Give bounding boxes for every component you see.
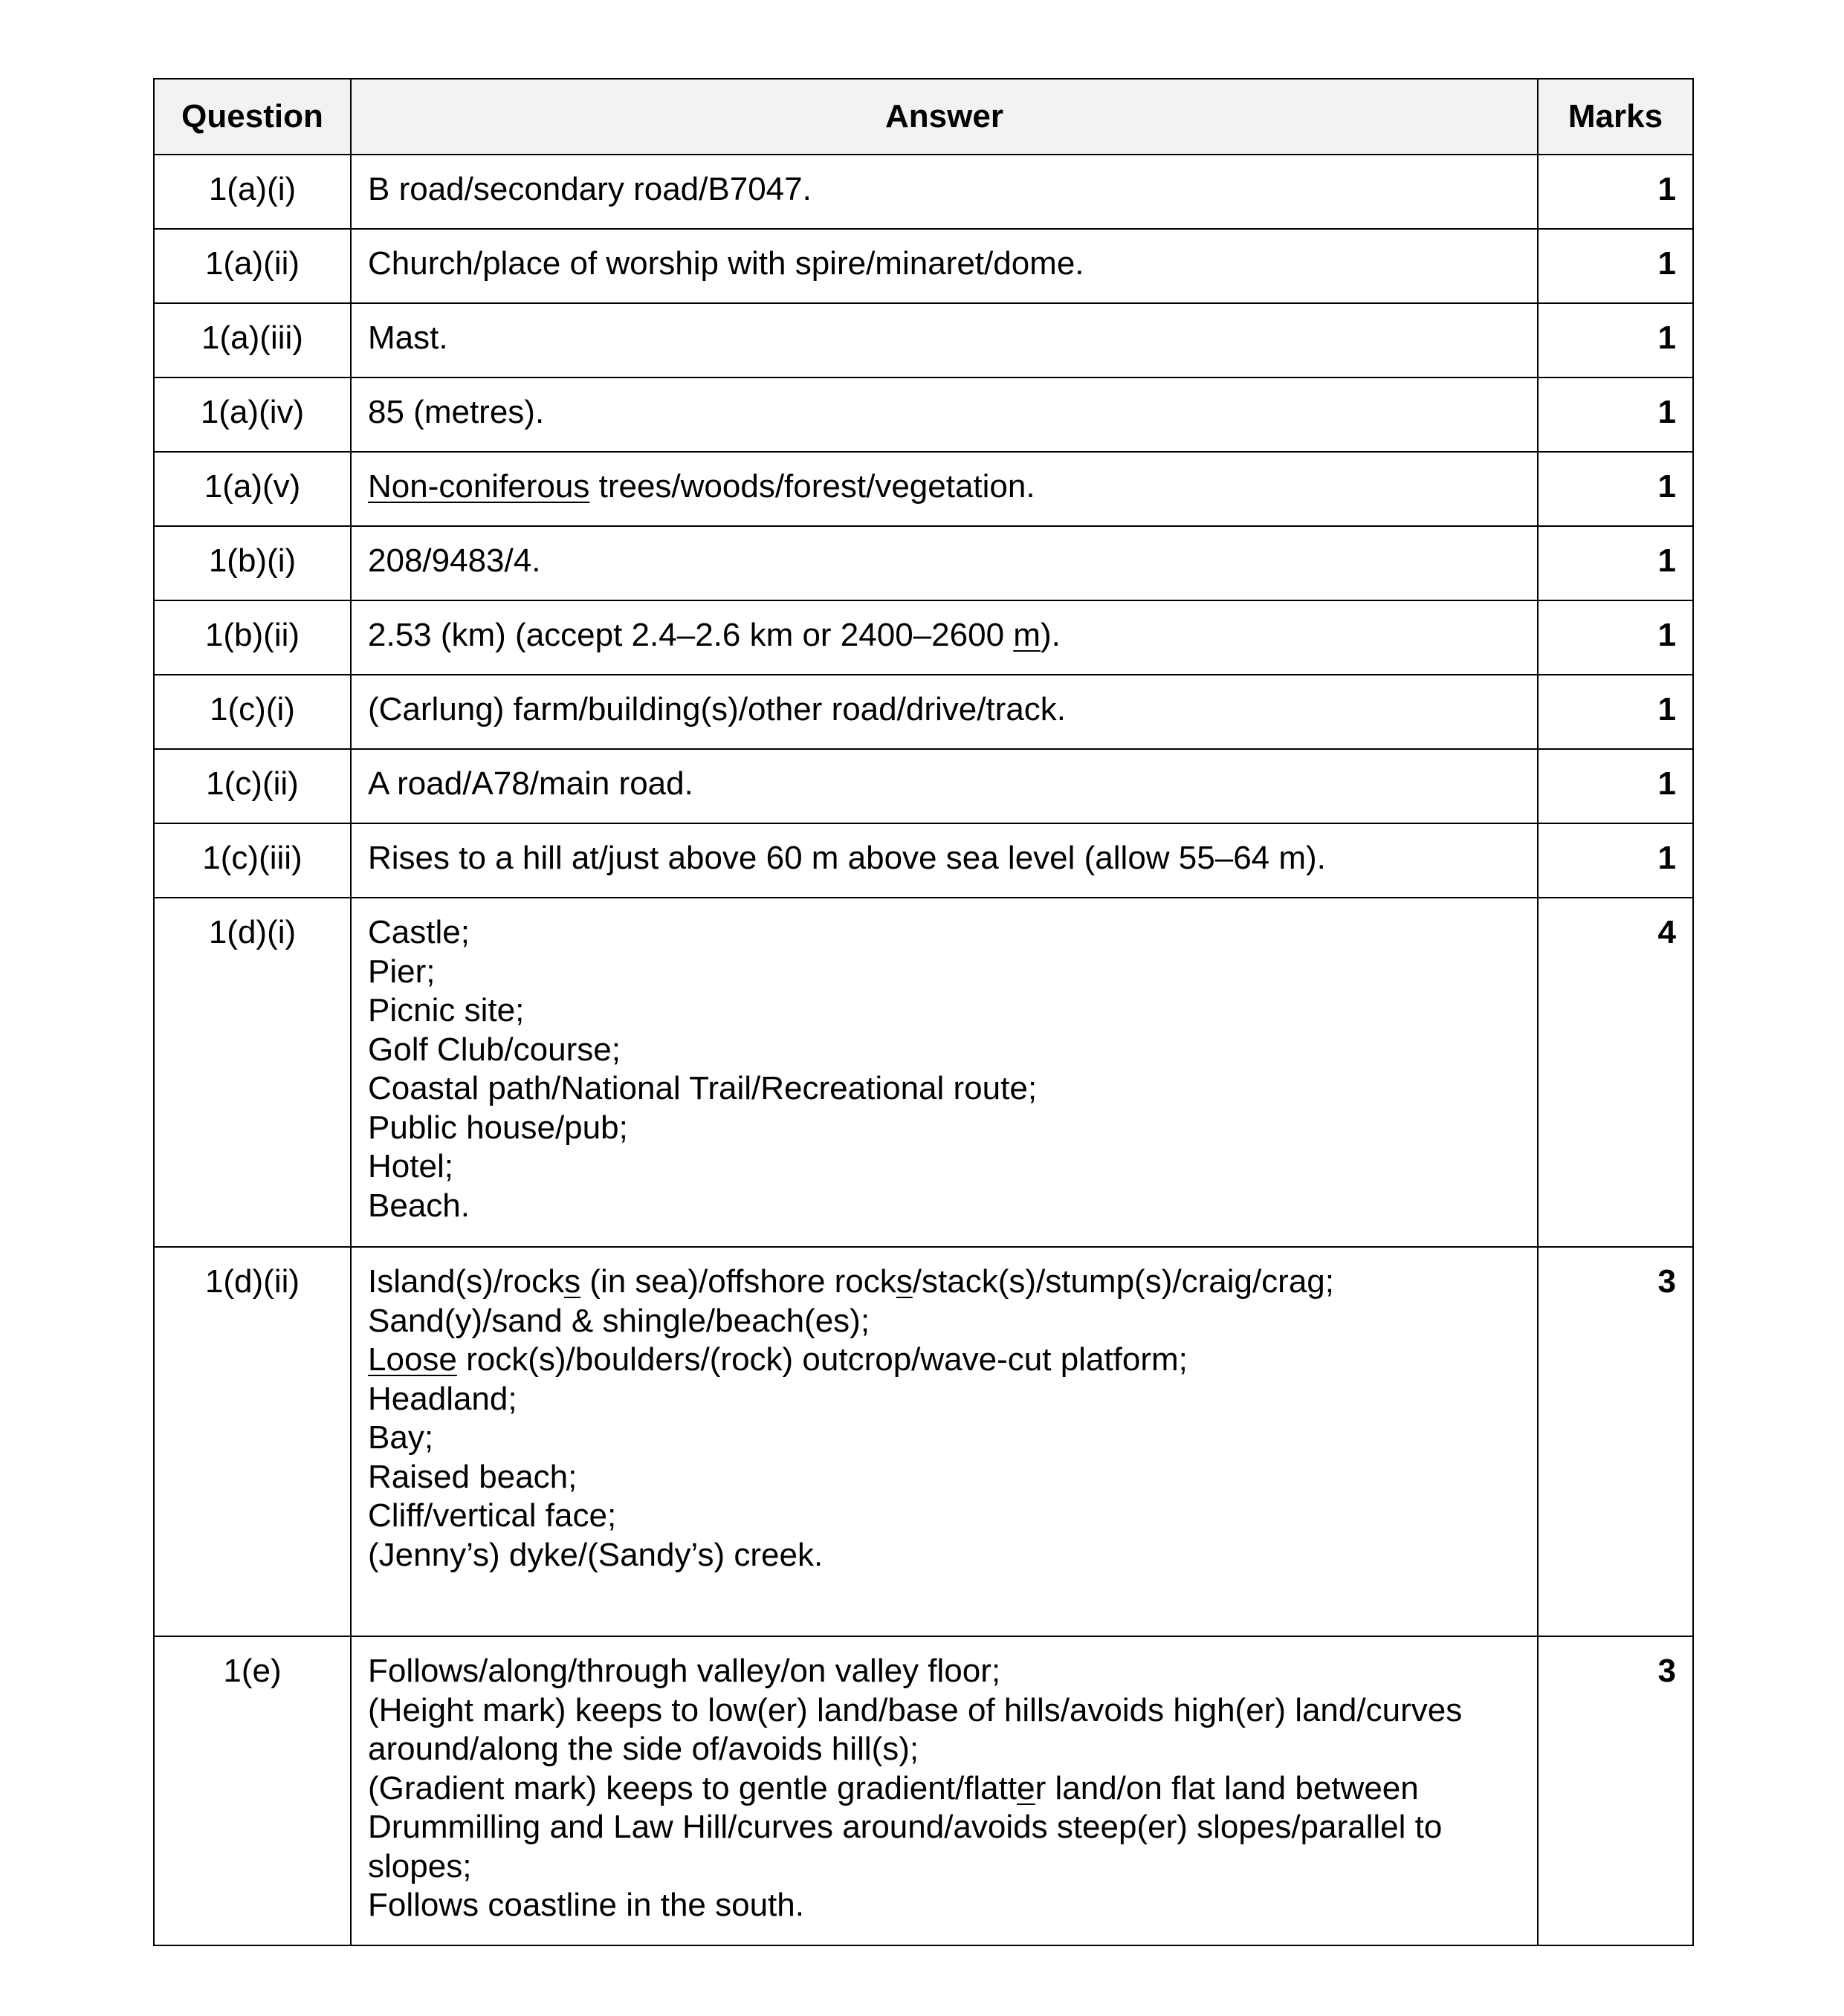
answer-line: Picnic site; xyxy=(368,992,525,1028)
table-row xyxy=(154,823,1693,898)
table-row xyxy=(154,1247,1693,1636)
underlined-keyword: m xyxy=(1013,617,1041,653)
table-row xyxy=(154,1636,1693,1945)
answer-text: r land/on flat land between Drummilling and Law Hill/curves around/avoids steep(er) slopes/parallel to slopes; xyxy=(368,1769,1443,1884)
question-cell: 1(a)(i) xyxy=(154,155,351,229)
question-cell: 1(a)(iii) xyxy=(154,303,351,377)
answer-text: (in sea)/offshore rock xyxy=(580,1263,896,1300)
answer-line xyxy=(368,1263,1521,1302)
marks-cell: 1 xyxy=(1538,600,1693,675)
answer-line: (Jenny’s) dyke/(Sandy’s) creek. xyxy=(368,1536,824,1573)
table-row xyxy=(154,749,1693,823)
table-row xyxy=(154,452,1693,526)
question-cell: 1(a)(v) xyxy=(154,452,351,526)
table-row xyxy=(154,377,1693,452)
table-row xyxy=(154,675,1693,749)
question-cell: 1(a)(iv) xyxy=(154,377,351,452)
answer-cell xyxy=(351,452,1538,526)
question-cell: 1(d)(ii) xyxy=(154,1247,351,1636)
answer-cell: 85 (metres). xyxy=(351,377,1538,452)
answer-text: 2.53 (km) (accept 2.4–2.6 km or 2400–2600 xyxy=(368,617,1014,653)
table-row xyxy=(154,303,1693,377)
underlined-keyword: Non-coniferous xyxy=(368,468,590,505)
header-question: Question xyxy=(154,79,351,155)
header-row xyxy=(154,79,1693,155)
answer-line: Castle; xyxy=(368,914,470,950)
answer-text: Island(s)/rock xyxy=(368,1263,565,1300)
answer-line xyxy=(368,1341,1521,1380)
answer-cell xyxy=(351,1247,1538,1636)
answer-cell xyxy=(351,898,1538,1247)
answer-text: trees/woods/forest/vegetation. xyxy=(589,468,1035,505)
answer-line: (Height mark) keeps to low(er) land/base of hills/avoids high(er) land/curves around/along the side of/avoids hill(s); xyxy=(368,1691,1463,1767)
underlined-keyword: Loose xyxy=(368,1341,457,1378)
answer-text: ). xyxy=(1040,617,1061,653)
answer-cell xyxy=(351,1636,1538,1945)
marks-cell: 1 xyxy=(1538,452,1693,526)
answer-cell: Church/place of worship with spire/minaret/dome. xyxy=(351,229,1538,303)
marks-cell: 3 xyxy=(1538,1636,1693,1945)
answer-cell: 208/9483/4. xyxy=(351,526,1538,600)
answer-cell: A road/A78/main road. xyxy=(351,749,1538,823)
table-row xyxy=(154,155,1693,229)
answer-line: Raised beach; xyxy=(368,1458,578,1495)
answer-line: Coastal path/National Trail/Recreational route; xyxy=(368,1070,1038,1106)
header-marks: Marks xyxy=(1538,79,1693,155)
question-cell: 1(e) xyxy=(154,1636,351,1945)
mark-scheme-table xyxy=(153,78,1694,1946)
answer-line: Beach. xyxy=(368,1187,470,1224)
marks-cell: 1 xyxy=(1538,303,1693,377)
marks-cell: 1 xyxy=(1538,823,1693,898)
underlined-keyword: e xyxy=(1017,1769,1035,1806)
answer-cell: Mast. xyxy=(351,303,1538,377)
answer-text: /stack(s)/stump(s)/craig/crag; xyxy=(912,1263,1334,1300)
underlined-keyword: s xyxy=(896,1263,913,1300)
table-row xyxy=(154,898,1693,1247)
marks-cell: 1 xyxy=(1538,377,1693,452)
marks-cell: 1 xyxy=(1538,229,1693,303)
answer-cell: Rises to a hill at/just above 60 m above sea level (allow 55–64 m). xyxy=(351,823,1538,898)
table-row xyxy=(154,526,1693,600)
answer-cell: (Carlung) farm/building(s)/other road/drive/track. xyxy=(351,675,1538,749)
question-cell: 1(c)(ii) xyxy=(154,749,351,823)
answer-line: Follows coastline in the south. xyxy=(368,1887,804,1923)
marks-cell: 1 xyxy=(1538,526,1693,600)
table-row xyxy=(154,229,1693,303)
answer-cell: B road/secondary road/B7047. xyxy=(351,155,1538,229)
question-cell: 1(a)(ii) xyxy=(154,229,351,303)
underlined-keyword: s xyxy=(564,1263,581,1300)
table-row xyxy=(154,600,1693,675)
answer-cell xyxy=(351,600,1538,675)
marks-cell: 4 xyxy=(1538,898,1693,1247)
answer-line: Public house/pub; xyxy=(368,1109,628,1146)
answer-line: Pier; xyxy=(368,953,436,990)
answer-line: Golf Club/course; xyxy=(368,1031,621,1068)
answer-line: Sand(y)/sand & shingle/beach(es); xyxy=(368,1302,870,1339)
answer-text: rock(s)/boulders/(rock) outcrop/wave-cut platform; xyxy=(456,1341,1188,1378)
marks-cell: 1 xyxy=(1538,155,1693,229)
answer-line: Cliff/vertical face; xyxy=(368,1497,617,1534)
answer-line: Bay; xyxy=(368,1419,434,1456)
answer-line: Headland; xyxy=(368,1380,517,1417)
answer-line: Hotel; xyxy=(368,1148,453,1184)
answer-text: (Gradient mark) keeps to gentle gradient/flatt xyxy=(368,1769,1018,1806)
answer-line: Follows/along/through valley/on valley floor; xyxy=(368,1653,1001,1689)
header-answer: Answer xyxy=(351,79,1538,155)
question-cell: 1(b)(ii) xyxy=(154,600,351,675)
marks-cell: 1 xyxy=(1538,675,1693,749)
question-cell: 1(d)(i) xyxy=(154,898,351,1247)
question-cell: 1(b)(i) xyxy=(154,526,351,600)
question-cell: 1(c)(i) xyxy=(154,675,351,749)
question-cell: 1(c)(iii) xyxy=(154,823,351,898)
answer-line xyxy=(368,1769,1521,1887)
marks-cell: 1 xyxy=(1538,749,1693,823)
marks-cell: 3 xyxy=(1538,1247,1693,1636)
